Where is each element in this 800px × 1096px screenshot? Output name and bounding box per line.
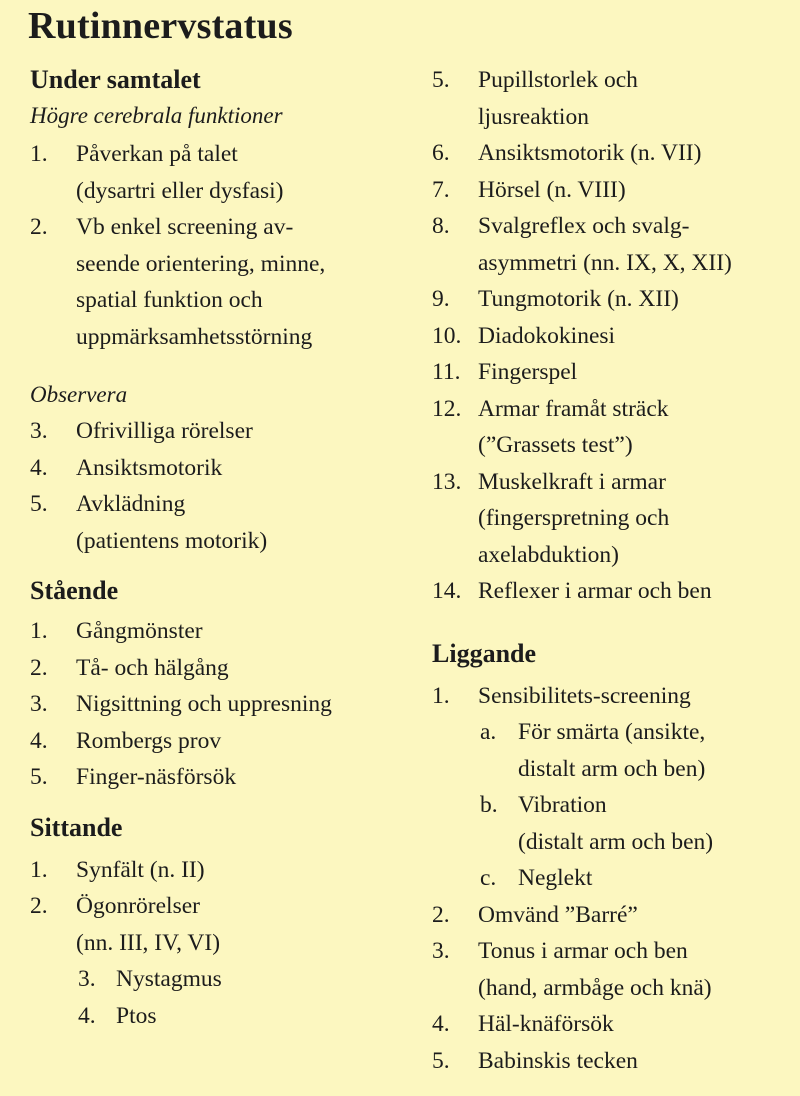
list-item — [30, 686, 410, 723]
item-number: 1. — [432, 682, 450, 709]
item-number: 10. — [432, 322, 462, 349]
item-number: 3. — [78, 966, 96, 992]
item-text: Ptos — [116, 1002, 157, 1029]
item-number: 4. — [78, 1002, 96, 1029]
item-number: 6. — [432, 140, 450, 166]
list-item — [30, 961, 410, 998]
list-item — [432, 208, 792, 281]
item-number: 1. — [30, 618, 48, 644]
list-item — [30, 136, 410, 209]
list-item — [432, 135, 792, 172]
item-number: 2. — [30, 893, 48, 919]
item-text: Nystagmus — [116, 966, 222, 992]
item-number: 3. — [432, 938, 450, 964]
item-number: 14. — [432, 578, 462, 604]
section-heading-staende: Stående — [30, 576, 119, 605]
list-item — [432, 897, 792, 934]
item-number: 1. — [30, 856, 48, 883]
right-column — [432, 62, 792, 1079]
list-item — [432, 1043, 792, 1080]
item-text: Diadokokinesi — [478, 322, 616, 349]
left-column — [30, 62, 410, 1034]
list-item — [30, 650, 410, 687]
item-number: 5. — [432, 67, 450, 93]
item-text: Svalgreflex och svalg- asymmetri (nn. IX, X, XII) — [478, 213, 732, 276]
list-item — [30, 613, 410, 650]
item-text: Armar framåt sträck (”Grassets test”) — [478, 395, 669, 458]
item-letter: c. — [480, 865, 497, 891]
item-text: Muskelkraft i armar (fingerspretning och axelabduktion) — [478, 468, 670, 568]
item-number: 4. — [432, 1011, 450, 1037]
list-item — [432, 281, 792, 318]
item-text: Ögonrörelser (nn. III, IV, VI) — [76, 893, 221, 956]
list-item — [432, 62, 792, 135]
list-item — [432, 1006, 792, 1043]
list-item — [432, 678, 792, 715]
list-item — [432, 172, 792, 209]
item-letter: a. — [480, 719, 497, 745]
item-text: Neglekt — [518, 865, 593, 891]
section-heading-under-samtalet: Under samtalet — [30, 65, 201, 94]
list-item — [30, 852, 410, 889]
item-number: 5. — [30, 764, 48, 790]
list-item — [30, 450, 410, 487]
item-number: 5. — [432, 1047, 450, 1074]
item-text: Vb enkel screening av- seende orientering, minne, spatial funktion och uppmärksamhetsstörning — [76, 214, 326, 350]
item-text: Hörsel (n. VIII) — [478, 176, 626, 203]
list-item — [30, 486, 410, 559]
item-text: Vibration (distalt arm och ben) — [518, 792, 714, 855]
item-text: Tungmotorik (n. XII) — [478, 286, 679, 312]
subheading-hogre-cerebrala: Högre cerebrala funktioner — [30, 103, 283, 128]
item-text: För smärta (ansikte, distalt arm och ben) — [518, 719, 706, 782]
item-number: 8. — [432, 213, 450, 239]
item-letter: b. — [480, 792, 498, 818]
item-text: Finger-näsförsök — [76, 764, 237, 790]
list-item — [30, 723, 410, 760]
item-text: Pupillstorlek och ljusreaktion — [478, 67, 638, 130]
item-text: Reflexer i armar och ben — [478, 578, 712, 604]
item-text: Gångmönster — [76, 618, 203, 644]
item-text: Tå- och hälgång — [76, 654, 229, 681]
item-text: Ansiktsmotorik — [76, 454, 223, 481]
item-text: Ofrivilliga rörelser — [76, 418, 253, 444]
item-text: Påverkan på talet (dysartri eller dysfasi) — [76, 141, 284, 204]
list-item — [432, 354, 792, 391]
section-heading-liggande: Liggande — [432, 638, 537, 668]
item-text: Fingerspel — [478, 359, 578, 385]
list-item — [432, 391, 792, 464]
list-item — [30, 998, 410, 1035]
sub-list-item — [432, 714, 792, 787]
item-text: Babinskis tecken — [478, 1047, 638, 1074]
item-number: 9. — [432, 286, 450, 312]
list-item — [30, 759, 410, 796]
sub-list-item — [432, 787, 792, 860]
item-text: Sensibilitets-screening — [478, 682, 691, 709]
list-item — [432, 573, 792, 610]
item-number: 3. — [30, 691, 48, 717]
item-number: 4. — [30, 727, 48, 754]
item-number: 1. — [30, 141, 48, 167]
item-number: 2. — [30, 214, 48, 240]
list-item — [432, 464, 792, 574]
list-item — [30, 888, 410, 961]
item-number: 7. — [432, 176, 450, 203]
item-number: 3. — [30, 418, 48, 444]
item-text: Rombergs prov — [76, 727, 222, 754]
item-number: 12. — [432, 395, 462, 422]
item-text: Avklädning (patientens motorik) — [76, 491, 268, 554]
section-heading-sittande: Sittande — [30, 812, 123, 842]
item-text: Häl-knäförsök — [478, 1011, 614, 1037]
page-title: Rutinnervstatus — [28, 5, 293, 47]
list-item — [432, 318, 792, 355]
item-number: 4. — [30, 454, 48, 481]
subheading-observera: Observera — [30, 382, 128, 407]
list-item — [30, 413, 410, 450]
item-text: Nigsittning och uppresning — [76, 691, 332, 717]
sub-list-item — [432, 860, 792, 897]
list-item — [432, 933, 792, 1006]
list-item — [30, 209, 410, 355]
item-text: Synfält (n. II) — [76, 856, 205, 883]
item-text: Tonus i armar och ben (hand, armbåge och knä) — [478, 938, 712, 1001]
item-number: 2. — [432, 901, 450, 928]
item-number: 13. — [432, 468, 462, 495]
item-number: 11. — [432, 359, 461, 385]
item-text: Ansiktsmotorik (n. VII) — [478, 140, 702, 166]
item-number: 2. — [30, 654, 48, 681]
item-number: 5. — [30, 491, 48, 517]
item-text: Omvänd ”Barré” — [478, 901, 638, 928]
